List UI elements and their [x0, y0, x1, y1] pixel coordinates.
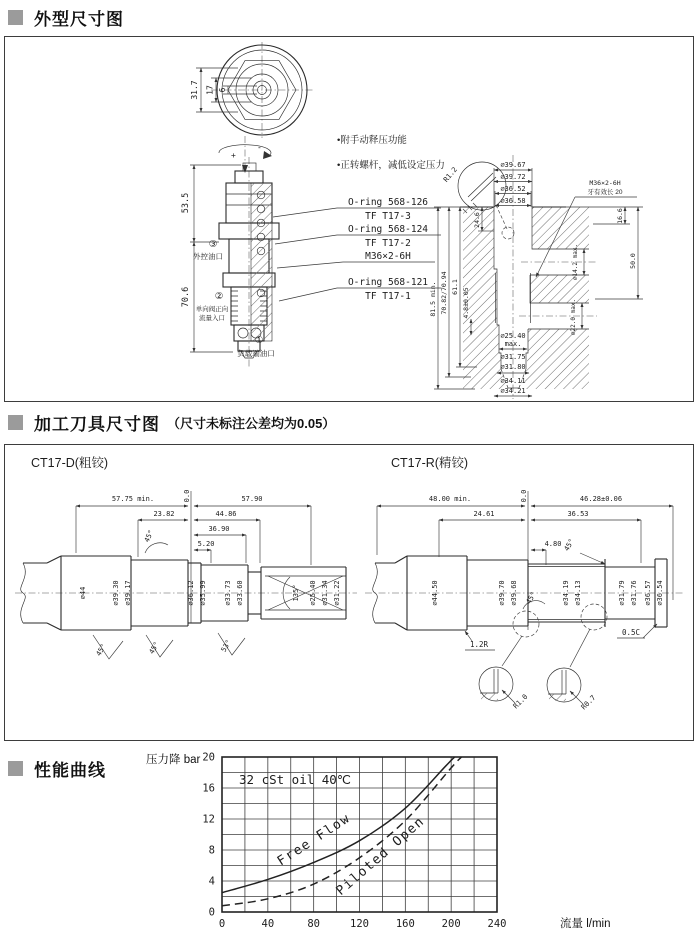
port2-number: ② [214, 291, 224, 302]
port3-number: ③ [208, 239, 218, 250]
section-bullet-square [8, 10, 23, 25]
dim-label: 57.75 min. [111, 495, 155, 503]
outline-drawing [5, 37, 692, 400]
angle-label: 45° [94, 642, 108, 658]
svg-text:40: 40 [261, 918, 275, 930]
detail-radius-label: R0.7 [579, 693, 598, 712]
x-axis-label: 流量 l/min [560, 918, 611, 930]
svg-text:8: 8 [208, 844, 215, 857]
dim-label: ∅31.76 [630, 580, 638, 606]
dim-label: ∅14.2 max. [572, 243, 579, 281]
dim-label: ∅34.13 [574, 580, 582, 606]
port2-label-line1: 单向阀正向 [195, 306, 229, 313]
callout-thread: M36×2-6H [365, 251, 411, 262]
dim-label: ∅44 [79, 586, 87, 600]
svg-text:240: 240 [487, 918, 507, 930]
dim-label: ∅34.19 [562, 580, 570, 606]
port3-label: 外控油口 [193, 252, 223, 261]
dim-label: ∅31.75 [500, 353, 526, 361]
dim-label: max. [504, 340, 522, 348]
section-bullet-square [8, 415, 23, 430]
detail-radius-label: R1.0 [511, 692, 530, 711]
dim-label: 5.20 [197, 540, 215, 548]
dim-label: ∅33.73 [224, 580, 232, 606]
tool-d-drawing [15, 455, 357, 659]
dim-label: 53.5 [181, 192, 191, 214]
port2-label-line2: 流量入口 [199, 315, 225, 322]
tool-drawing-frame [4, 444, 694, 741]
svg-text:4: 4 [208, 875, 215, 888]
dim-label: ∅34.21 [500, 387, 526, 395]
svg-text:80: 80 [307, 918, 320, 930]
dim-label: 17 [205, 85, 215, 95]
note-label: 1.2R [469, 640, 489, 649]
dim-label: ∅39.70 [498, 580, 506, 606]
section1-header [8, 5, 124, 30]
svg-text:16: 16 [202, 782, 215, 795]
dim-label: ∅31.80 [500, 363, 526, 371]
dim-label: ∅34.11 [500, 377, 526, 385]
section2-note: （尺寸未标注公差均为0.05） [167, 416, 336, 431]
callout-oring-121: O-ring 568-121 [347, 277, 429, 288]
dim-label: ∅31.79 [618, 580, 626, 606]
cavity-thread-label: M36×2-6H [589, 179, 621, 187]
svg-text:12: 12 [202, 813, 215, 826]
y-axis-label: 压力降 bar [146, 754, 201, 766]
angle-label: 135° [292, 584, 300, 602]
oring-callouts [273, 197, 441, 302]
dim-label: 61.1 [451, 279, 459, 295]
angle-label: 45° [562, 537, 576, 553]
outline-drawing-frame [4, 36, 694, 402]
dim-label: R1.2 [441, 165, 459, 184]
section1-title: 外型尺寸图 [34, 10, 124, 29]
dim-label: 46.28±0.06 [579, 495, 623, 503]
curve-label-free-flow: Free Flow [274, 810, 354, 870]
dim-label: ∅36.12 [187, 580, 195, 606]
dim-label: 36.90 [208, 525, 230, 533]
dim-label: 50.0 [629, 253, 637, 269]
oil-condition-annotation: 32 cSt oil 40℃ [239, 772, 351, 787]
dim-label: 0.0 [520, 489, 528, 503]
cavity-thread-note: 牙有效长 20 [587, 189, 623, 196]
dim-label: ∅25.40 [500, 332, 526, 340]
dim-label: ∅33.60 [236, 580, 244, 606]
dim-label: ∅36.58 [500, 197, 526, 205]
tool-r-drawing [365, 455, 685, 711]
dim-label: ∅39.68 [510, 580, 518, 606]
dim-label: ∅39.72 [500, 173, 526, 181]
dim-label: 23.82 [153, 510, 175, 518]
angle-label: 53° [219, 638, 233, 654]
callout-tf-t17-2: TF T17-2 [365, 238, 411, 249]
svg-text:0: 0 [208, 906, 215, 919]
detail-circle-r10 [479, 667, 529, 710]
section3-header [8, 756, 106, 781]
dim-label: 57.90 [241, 495, 263, 503]
dim-label: ∅44.50 [431, 580, 439, 606]
dim-label: ∅36.52 [500, 185, 526, 193]
svg-text:200: 200 [441, 918, 461, 930]
dim-label: 4.8±0.05 [462, 287, 470, 319]
rotation-arrow-symbol [219, 136, 272, 173]
dim-label: ∅25.40 [309, 580, 317, 606]
svg-text:160: 160 [395, 918, 415, 930]
callout-oring-124: O-ring 568-124 [347, 224, 429, 235]
tool-drawings [5, 445, 692, 739]
rotation-minus-mark: - [257, 143, 262, 152]
feature-notes [337, 134, 445, 171]
dim-label: 0.0 [183, 489, 191, 503]
callout-oring-126: O-ring 568-126 [347, 197, 429, 208]
performance-chart [140, 746, 696, 938]
valve-top-view [190, 42, 313, 138]
dim-label: ∅39.17 [124, 580, 132, 606]
dim-label: 6 [218, 87, 227, 93]
curve-label-piloted-open: Piloted Open [333, 813, 428, 899]
section-bullet-square [8, 761, 23, 776]
svg-text:20: 20 [202, 751, 215, 764]
angle-label: 45° [147, 640, 161, 656]
callout-tf-t17-3: TF T17-3 [365, 211, 411, 222]
note-screw-adjust: •正转螺杆，减低设定压力 [337, 160, 445, 171]
rotation-plus-mark: + [231, 151, 236, 160]
dim-label: ∅35.99 [199, 580, 207, 606]
section-hatch-band [251, 183, 272, 341]
tool-r-label: CT17-R(精铰) [391, 456, 469, 470]
dim-label: ∅39.30 [112, 580, 120, 606]
port1-label: 负载端油口 [237, 349, 275, 358]
valve-front-view [219, 157, 279, 369]
section2-title: 加工刀具尺寸图 [34, 415, 160, 434]
dim-label: 70.82/70.94 [440, 271, 448, 315]
detail-circle-r07 [547, 668, 597, 711]
dim-label: 36.53 [567, 510, 589, 518]
svg-text:120: 120 [350, 918, 369, 930]
dim-label: 4.80 [544, 540, 562, 548]
section2-header [8, 410, 335, 435]
section3-title: 性能曲线 [34, 761, 106, 780]
svg-text:0: 0 [218, 918, 226, 930]
dim-label: ∅22.0 max. [570, 298, 577, 336]
note-manual-release: •附手动释压功能 [337, 135, 407, 146]
dim-label: 48.00 min. [428, 495, 472, 503]
dim-label: 70.6 [181, 286, 191, 308]
dim-label: ∅36.57 [644, 580, 652, 606]
dim-label: 24.6 [473, 212, 481, 228]
angle-label: 45° [142, 528, 156, 544]
dim-label: 31.7 [190, 80, 199, 100]
angle-label: 45° [524, 590, 538, 606]
callout-tf-t17-1: TF T17-1 [365, 291, 411, 302]
dim-label: ∅31.22 [333, 580, 341, 606]
dim-label: 16.6 [616, 208, 624, 224]
note-label: 0.5C [621, 628, 641, 637]
tool-d-label: CT17-D(粗铰) [31, 456, 109, 470]
dim-label: 81.5 min. [429, 281, 437, 317]
dim-label: 44.86 [215, 510, 237, 518]
dim-label: ∅36.54 [656, 580, 664, 606]
port1-number: ① [254, 335, 264, 346]
dim-label: 24.61 [473, 510, 495, 518]
cavity-section-view [429, 155, 643, 399]
dim-label: ∅39.67 [500, 161, 526, 169]
dim-label: ∅31.34 [321, 580, 329, 606]
